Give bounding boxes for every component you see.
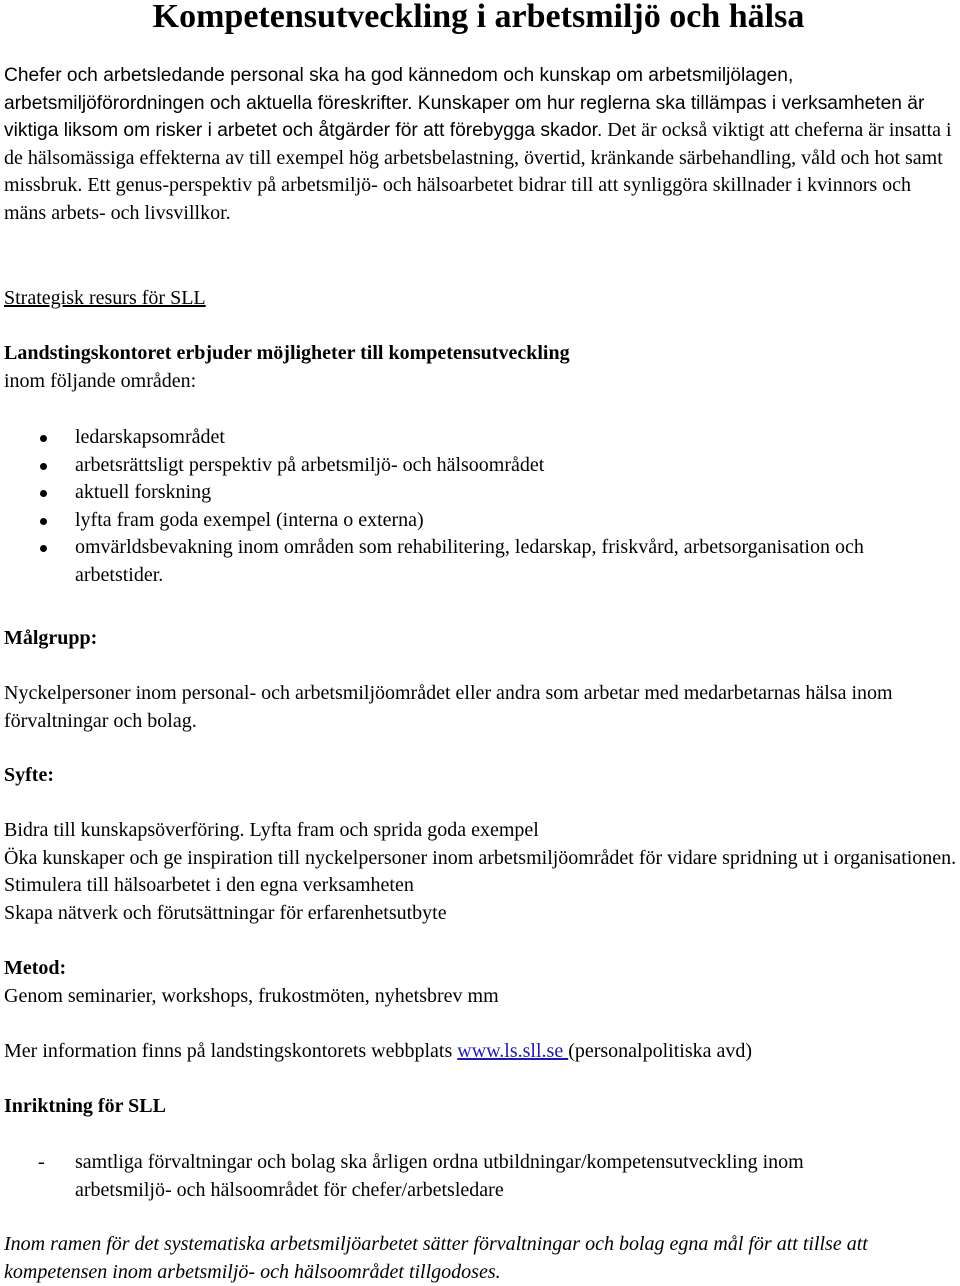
offer-heading: Landstingskontoret erbjuder möjligheter till kompetensutveckling [4, 342, 570, 364]
list-item: omvärldsbevakning inom områden som rehabilitering, ledarskap, friskvård, arbetsorganisation och arbetstider. [4, 534, 904, 589]
method-text: Genom seminarier, workshops, frukostmöten, nyhetsbrev mm [4, 984, 499, 1007]
bullet-icon [40, 518, 47, 525]
method-heading: Metod: [4, 957, 67, 979]
purpose-body [4, 817, 957, 927]
dash-marker: - [38, 1151, 45, 1173]
offer-subline: inom följande områden: [4, 369, 197, 392]
list-item: aktuell forskning [4, 479, 904, 507]
more-info-suffix: (personalpolitiska avd) [568, 1040, 753, 1062]
more-info-prefix: Mer information finns på landstingskontorets webbplats [4, 1040, 458, 1062]
bullet-icon [40, 435, 47, 442]
strategic-heading: Strategisk resurs för SLL [4, 287, 206, 309]
bullet-icon [40, 490, 47, 497]
more-info [4, 1038, 957, 1066]
page-title: Kompetensutveckling i arbetsmiljö och hälsa [152, 0, 805, 35]
purpose-heading: Syfte: [4, 764, 54, 786]
purpose-line-1: Bidra till kunskapsöverföring. Lyfta fram och sprida goda exempel [4, 819, 539, 841]
website-link[interactable]: www.ls.sll.se [457, 1040, 569, 1062]
intro-paragraph [4, 62, 957, 227]
direction-heading: Inriktning för SLL [4, 1095, 166, 1117]
document-page [4, 0, 957, 1283]
offer-section [4, 340, 957, 395]
offer-list [4, 424, 904, 589]
list-item: arbetsrättsligt perspektiv på arbetsmiljö- och hälsoområdet [4, 452, 904, 480]
purpose-line-3: Skapa nätverk och förutsättningar för erfarenhetsutbyte [4, 901, 447, 924]
list-item: - samtliga förvaltningar och bolag ska årligen ordna utbildningar/kompetensutveckling inom arbetsmiljö- och hälsoområdet för chefer/arbetsledare [38, 1151, 804, 1201]
target-text: Nyckelpersoner inom personal- och arbetsmiljöområdet eller andra som arbetar med medarbetarnas hälsa inom förvaltningar och bolag. [4, 682, 893, 732]
list-item: ledarskapsområdet [4, 424, 904, 452]
method-section [4, 955, 957, 1010]
direction-list [4, 1149, 904, 1204]
purpose-line-2: Öka kunskaper och ge inspiration till nyckelpersoner inom arbetsmiljöområdet för vidare spridning ut i organisationen. Stimulera till hälsoarbetet i den egna verksamheten [4, 846, 957, 896]
target-heading: Målgrupp: [4, 627, 98, 649]
intro-part-1: Chefer och arbetsledande personal ska ha god kännedom och kunskap om arbetsmiljölagen, arbetsmiljöförordningen och aktuella föreskrifter. Kunskaper om hur reglerna ska tillämpas i verksamheten är viktiga liksom om risker i arbetet och åtgärder för att förebygga skador. [4, 65, 925, 141]
intro-part-3: Ett genus-perspektiv på arbetsmiljö- och hälsoarbetet bidrar till att synliggöra skillnader i kvinnors och mäns arbets- och livsvillkor. [4, 174, 912, 224]
bullet-icon [40, 463, 47, 470]
closing-note: Inom ramen för det systematiska arbetsmiljöarbetet sätter förvaltningar och bolag egna mål för att tillse att kompetensen inom arbetsmiljö- och hälsoområdet tillgodoses. [4, 1233, 868, 1283]
bullet-icon [40, 545, 47, 552]
intro-part-2: Det är också viktigt att cheferna är insatta i de hälsomässiga effekterna av till exempel hög arbetsbelastning, övertid, kränkande särbehandling, våld och hot samt missbruk. [4, 119, 952, 196]
list-item: lyfta fram goda exempel (interna o externa) [4, 507, 904, 535]
